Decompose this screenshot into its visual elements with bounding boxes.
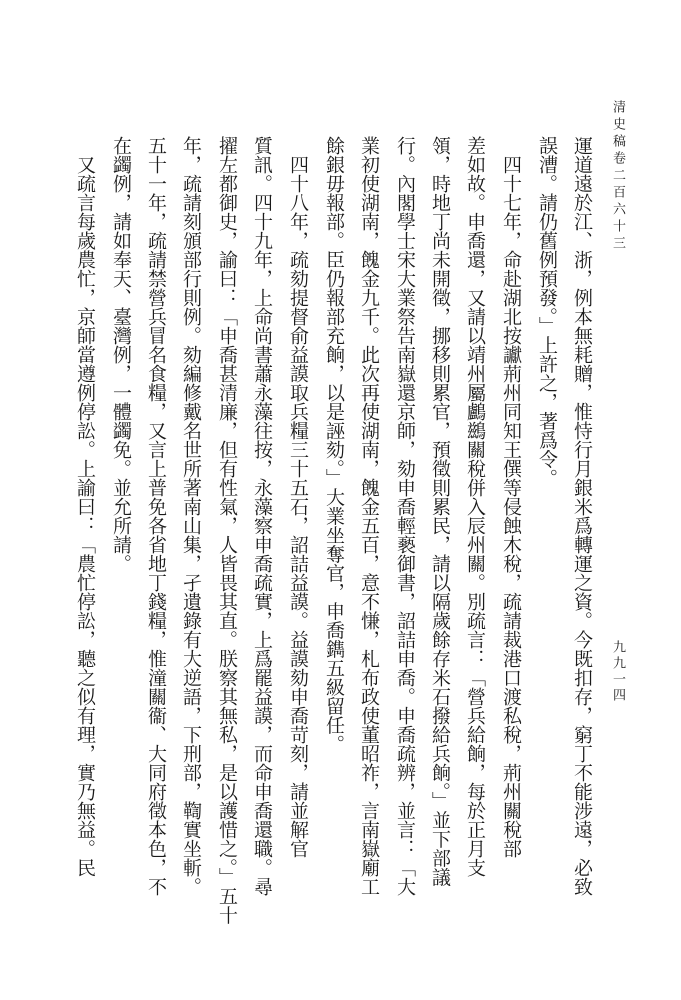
text-column: 領，時地丁尚未開徵，挪移則累官，預徵則累民，請以隔歲餘存米石撥給兵餉。」並下部議 (429, 136, 451, 887)
text-column: 餘銀毋報部。臣仍報部充餉，以是誣劾。」大業坐奪官，申喬鐫五級留任。 (323, 136, 345, 754)
text-column: 四十七年，命赴湖北按讞荊州同知王僎等侵蝕木稅，疏請裁港口渡私稅，荊州關稅部 (500, 155, 522, 858)
page-number: 九九一四 (610, 640, 625, 704)
text-column: 誤漕。請仍舊例預發。」上許之，著爲令。 (536, 136, 558, 488)
text-column: 擢左都御史，諭曰：「申喬甚清廉，但有性氣，人皆畏其直。朕察其無私，是以護惜之。」五十 (216, 136, 238, 925)
text-column: 差如故。申喬還，又請以靖州屬鸕鷀關稅併入辰州關。別疏言：「營兵給餉，每於正月支 (464, 136, 486, 877)
text-column: 年，疏請刻頒部行則例。劾編修戴名世所著南山集，孑遺錄有大逆語，下刑部，鞫實坐斬。 (180, 136, 202, 896)
running-head-title: 清史稿卷二百六十三 (610, 100, 625, 253)
text-column: 質訊。四十九年，上命尚書蕭永藻往按，永藻察申喬疏實，上爲罷益謨，而命申喬還職。尋 (251, 136, 273, 896)
text-column: 在蠲例，請如奉天、臺灣例，一體蠲免。並允所請。 (110, 136, 132, 573)
text-column: 業初使湖南，餽金九千。此次再使湖南，餽金五百，意不慊，札布政使董昭祚，言南嶽廟工 (358, 136, 380, 896)
text-column: 五十一年，疏請禁營兵冒名食糧，又言上普免各省地丁錢糧，惟潼關衞、大同府徵本色，不 (145, 136, 167, 896)
text-column: 四十八年，疏劾提督俞益謨取兵糧三十五石，詔詰益謨。益謨劾申喬苛刻，請並解官 (287, 155, 309, 858)
text-column: 又疏言每歲農忙，京師當遵例停訟。上諭曰：「農忙停訟，聽之似有理，實乃無益。民 (74, 155, 96, 877)
text-column: 運道遠於江、浙，例本無耗贈，惟恃行月銀米爲轉運之資。今既扣存，窮丁不能涉遠，必致 (571, 136, 593, 896)
text-column: 行。內閣學士宋大業祭告南嶽還京師，劾申喬輕褻御書，詔詰申喬。申喬疏辨，並言：「大 (394, 136, 416, 896)
